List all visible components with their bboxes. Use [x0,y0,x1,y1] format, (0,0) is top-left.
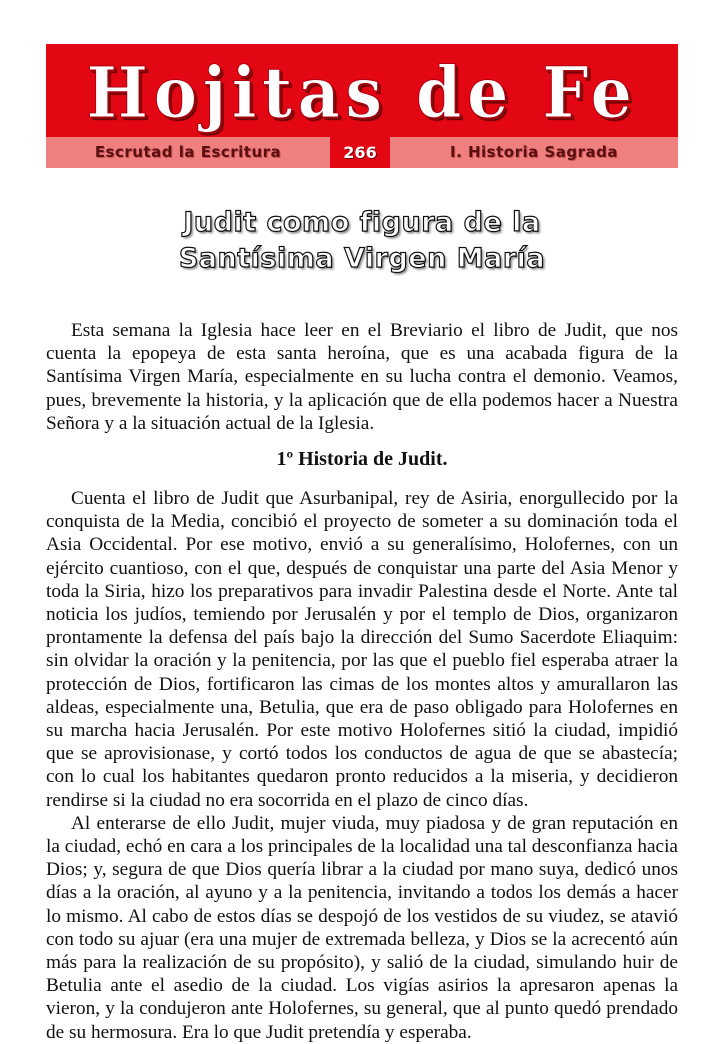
article-title [100,205,624,277]
article-title-line: Judit como figura de la [183,207,541,238]
section-label: I. Historia Sagrada [449,143,619,161]
body-paragraph: Al enterarse de ello Judit, mujer viuda, muy piadosa y de gran reputación en la ciudad, echó en cara a los principales de la localidad una tal desconfianza hacia Dios; y, segura de que Dios quería librar a la ciudad por mano suya, dedicó unos días a la oración, al ayuno y a la penitencia, invitando a todos los demás a hacer lo mismo. Al cabo de estos días se despojó de los vestidos de su viudez, se atavió con todo su ajuar (era una mujer de extremada belleza, y Dios se la acrecentó aún más para la realización de su propósito), y salió de la ciudad, simulando huir de Betulia ante el asedio de la ciudad. Los vigías asirios la apresaron apenas la vieron, y la condujeron ante Holofernes, su general, que al punto quedó prendado de su hermosura. Era lo que Judit pretendía y esperaba. [46,812,678,1043]
series-label: Escrutad la Escritura [94,143,282,161]
issue-number: 266 [330,137,390,168]
masthead-title: Hojitas de Fe [86,51,638,134]
masthead-banner [46,44,678,168]
section-heading: 1º Historia de Judit. [276,448,448,470]
article-body [46,487,678,1044]
intro-paragraph: Esta semana la Iglesia hace leer en el Breviario el libro de Judit, que nos cuenta la epopeya de esta santa heroína, que es una acabada figura de la Santísima Virgen María, especialmente en su lucha contra el demonio. Veamos, pues, brevemente la historia, y la aplicación que de ella podemos hacer a Nuestra Señora y a la situación actual de la Iglesia. [46,320,678,434]
article-title-line: Santísima Virgen María [178,243,546,274]
intro-section [46,319,678,435]
masthead-subtitle-strip [46,137,678,168]
body-paragraph: Cuenta el libro de Judit que Asurbanipal, rey de Asiria, enorgullecido por la conquista de la Media, concibió el proyecto de someter a su dominación toda el Asia Occidental. Por ese motivo, envió a su generalísimo, Holofernes, con un ejército cuantioso, con el que, después de conquistar una parte del Asia Menor y toda la Siria, hizo los preparativos para invadir Palestina desde el Norte. Ante tal noticia los judíos, temiendo por Jerusalén y por el templo de Dios, organizaron prontamente la defensa del país bajo la dirección del Sumo Sacerdote Eliaquim: sin olvidar la oración y la penitencia, por las que el pueblo fiel esperaba atraer la protección de Dios, fortificaron las cimas de los montes altos y amurallaron las aldeas, especialmente una, Betulia, que era de paso obligado para Holofernes en su marcha hacia Jerusalén. Por este motivo Holofernes sitió la ciudad, impidió que se aprovisionase, y cortó todos los conductos de agua de que se abastecía; con lo cual los habitantes quedaron pronto reducidos a la miseria, y decidieron rendirse si la ciudad no era socorrida en el plazo de cinco días. [46,488,678,811]
